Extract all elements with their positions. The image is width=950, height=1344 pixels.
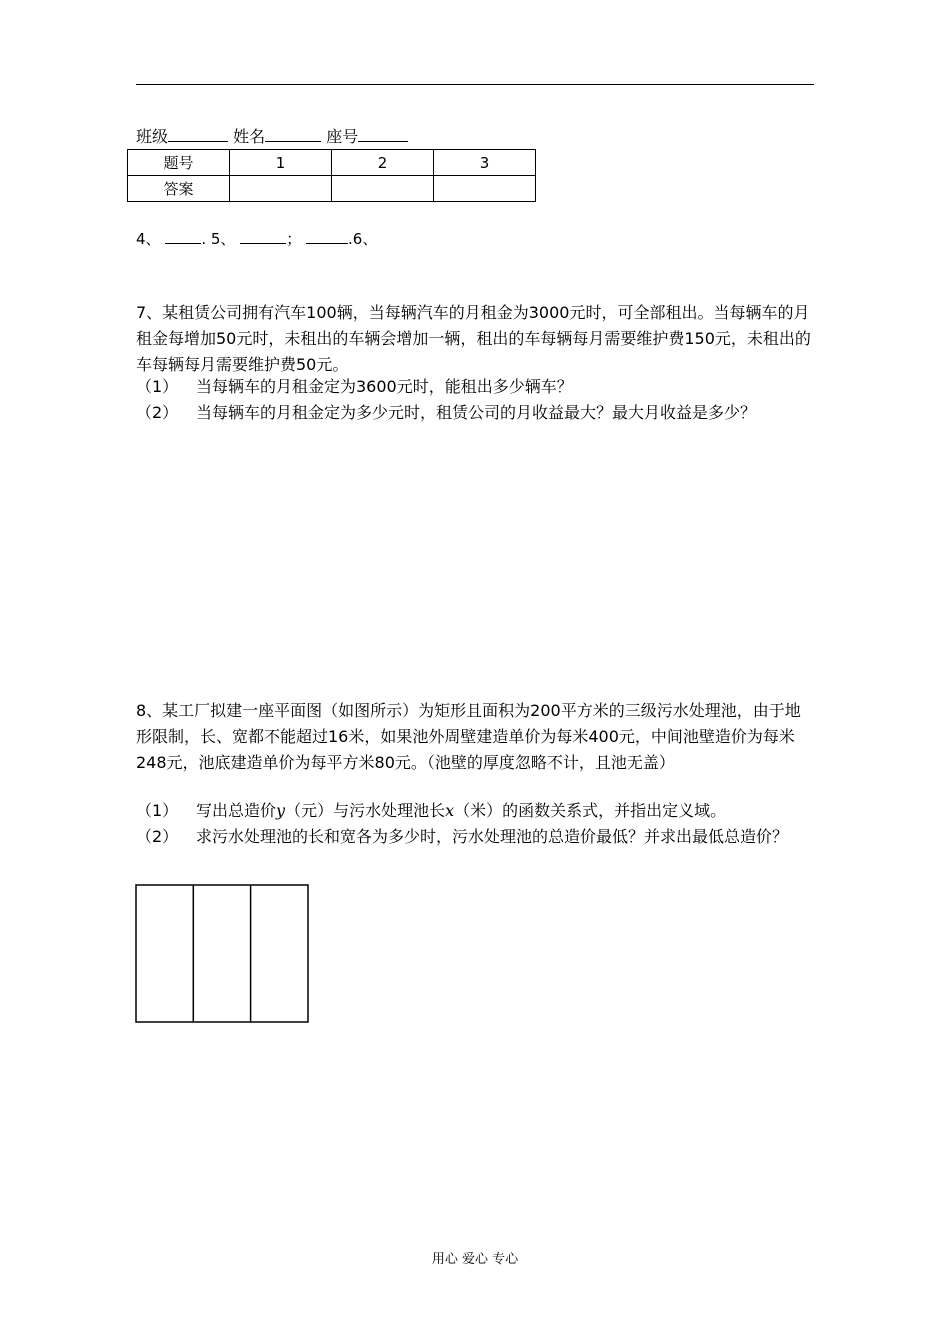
q6-label: .6、 bbox=[348, 230, 378, 248]
header-rule bbox=[136, 84, 814, 85]
q4-dot: . bbox=[201, 230, 207, 248]
answer-header: 答案 bbox=[128, 176, 230, 202]
class-blank[interactable] bbox=[168, 127, 228, 142]
variable-y: y bbox=[276, 801, 286, 820]
q7-sub2 bbox=[136, 400, 816, 452]
question-number-header: 题号 bbox=[128, 150, 230, 176]
q8-stem: 8、某工厂拟建一座平面图（如图所示）为矩形且面积为200平方米的三级污水处理池，由于地形限制，长、宽都不能超过16米，如果池外周壁建造单价为每米400元，中间池壁造价为每米248元，池底建造单价为每平方米80元。（池壁的厚度忽略不计，且池无盖） bbox=[136, 701, 801, 772]
q7-sub2-text: 当每辆车的月租金定为多少元时，租赁公司的月收益最大？最大月收益是多少？ bbox=[196, 403, 757, 422]
answer-cell[interactable] bbox=[230, 176, 332, 202]
q8-sub1-text-c: （米）的函数关系式，并指出定义域。 bbox=[454, 801, 727, 820]
q5-semicolon: ； bbox=[286, 230, 302, 248]
name-label: 姓名 bbox=[233, 127, 266, 146]
q8-sub1-text-a: 写出总造价 bbox=[196, 801, 277, 820]
answer-table bbox=[127, 149, 536, 202]
q8-sub2 bbox=[136, 824, 816, 876]
table-row bbox=[128, 176, 536, 202]
question-number-cell: 3 bbox=[434, 150, 536, 176]
answer-cell[interactable] bbox=[434, 176, 536, 202]
seat-blank[interactable] bbox=[358, 127, 408, 142]
q8-sub2-number: （2） bbox=[136, 827, 179, 846]
q7-stem: 7、某租赁公司拥有汽车100辆，当每辆汽车的月租金为3000元时，可全部租出。当每辆车的月租金每增加50元时，未租出的车辆会增加一辆，租出的车每辆每月需要维护费150元，未租出的车每辆每月需要维护费50元。 bbox=[136, 303, 811, 374]
question-number-cell: 1 bbox=[230, 150, 332, 176]
question-number-cell: 2 bbox=[332, 150, 434, 176]
q7-sub2-number: （2） bbox=[136, 403, 179, 422]
q5-label: 5、 bbox=[210, 230, 236, 248]
table-row bbox=[128, 150, 536, 176]
q8-sub1 bbox=[136, 798, 816, 824]
name-blank[interactable] bbox=[265, 127, 321, 142]
q4-blank[interactable] bbox=[165, 229, 201, 244]
q4-label: 4、 bbox=[136, 230, 161, 248]
q8-sub1-number: （1） bbox=[136, 801, 179, 820]
q8-sub1-text bbox=[196, 798, 816, 824]
variable-x: x bbox=[445, 801, 455, 820]
q8-sub1-text-b: （元）与污水处理池长 bbox=[285, 801, 446, 820]
pool-diagram bbox=[135, 884, 311, 1026]
q5-blank-1[interactable] bbox=[240, 229, 286, 244]
q7-sub1-text: 当每辆车的月租金定为3600元时，能租出多少辆车？ bbox=[196, 377, 573, 396]
fill-blanks-line bbox=[136, 228, 377, 250]
q5-blank-2[interactable] bbox=[306, 229, 348, 244]
student-info-line bbox=[136, 126, 408, 148]
q7-sub1-number: （1） bbox=[136, 377, 179, 396]
class-label: 班级 bbox=[136, 127, 169, 146]
q7-sub1 bbox=[136, 374, 816, 400]
pool-outline bbox=[136, 885, 308, 1022]
seat-label: 座号 bbox=[326, 127, 359, 146]
q8-sub2-text: 求污水处理池的长和宽各为多少时，污水处理池的总造价最低？并求出最低总造价？ bbox=[196, 827, 789, 846]
answer-cell[interactable] bbox=[332, 176, 434, 202]
page-footer: 用心 爱心 专心 bbox=[431, 1252, 519, 1267]
